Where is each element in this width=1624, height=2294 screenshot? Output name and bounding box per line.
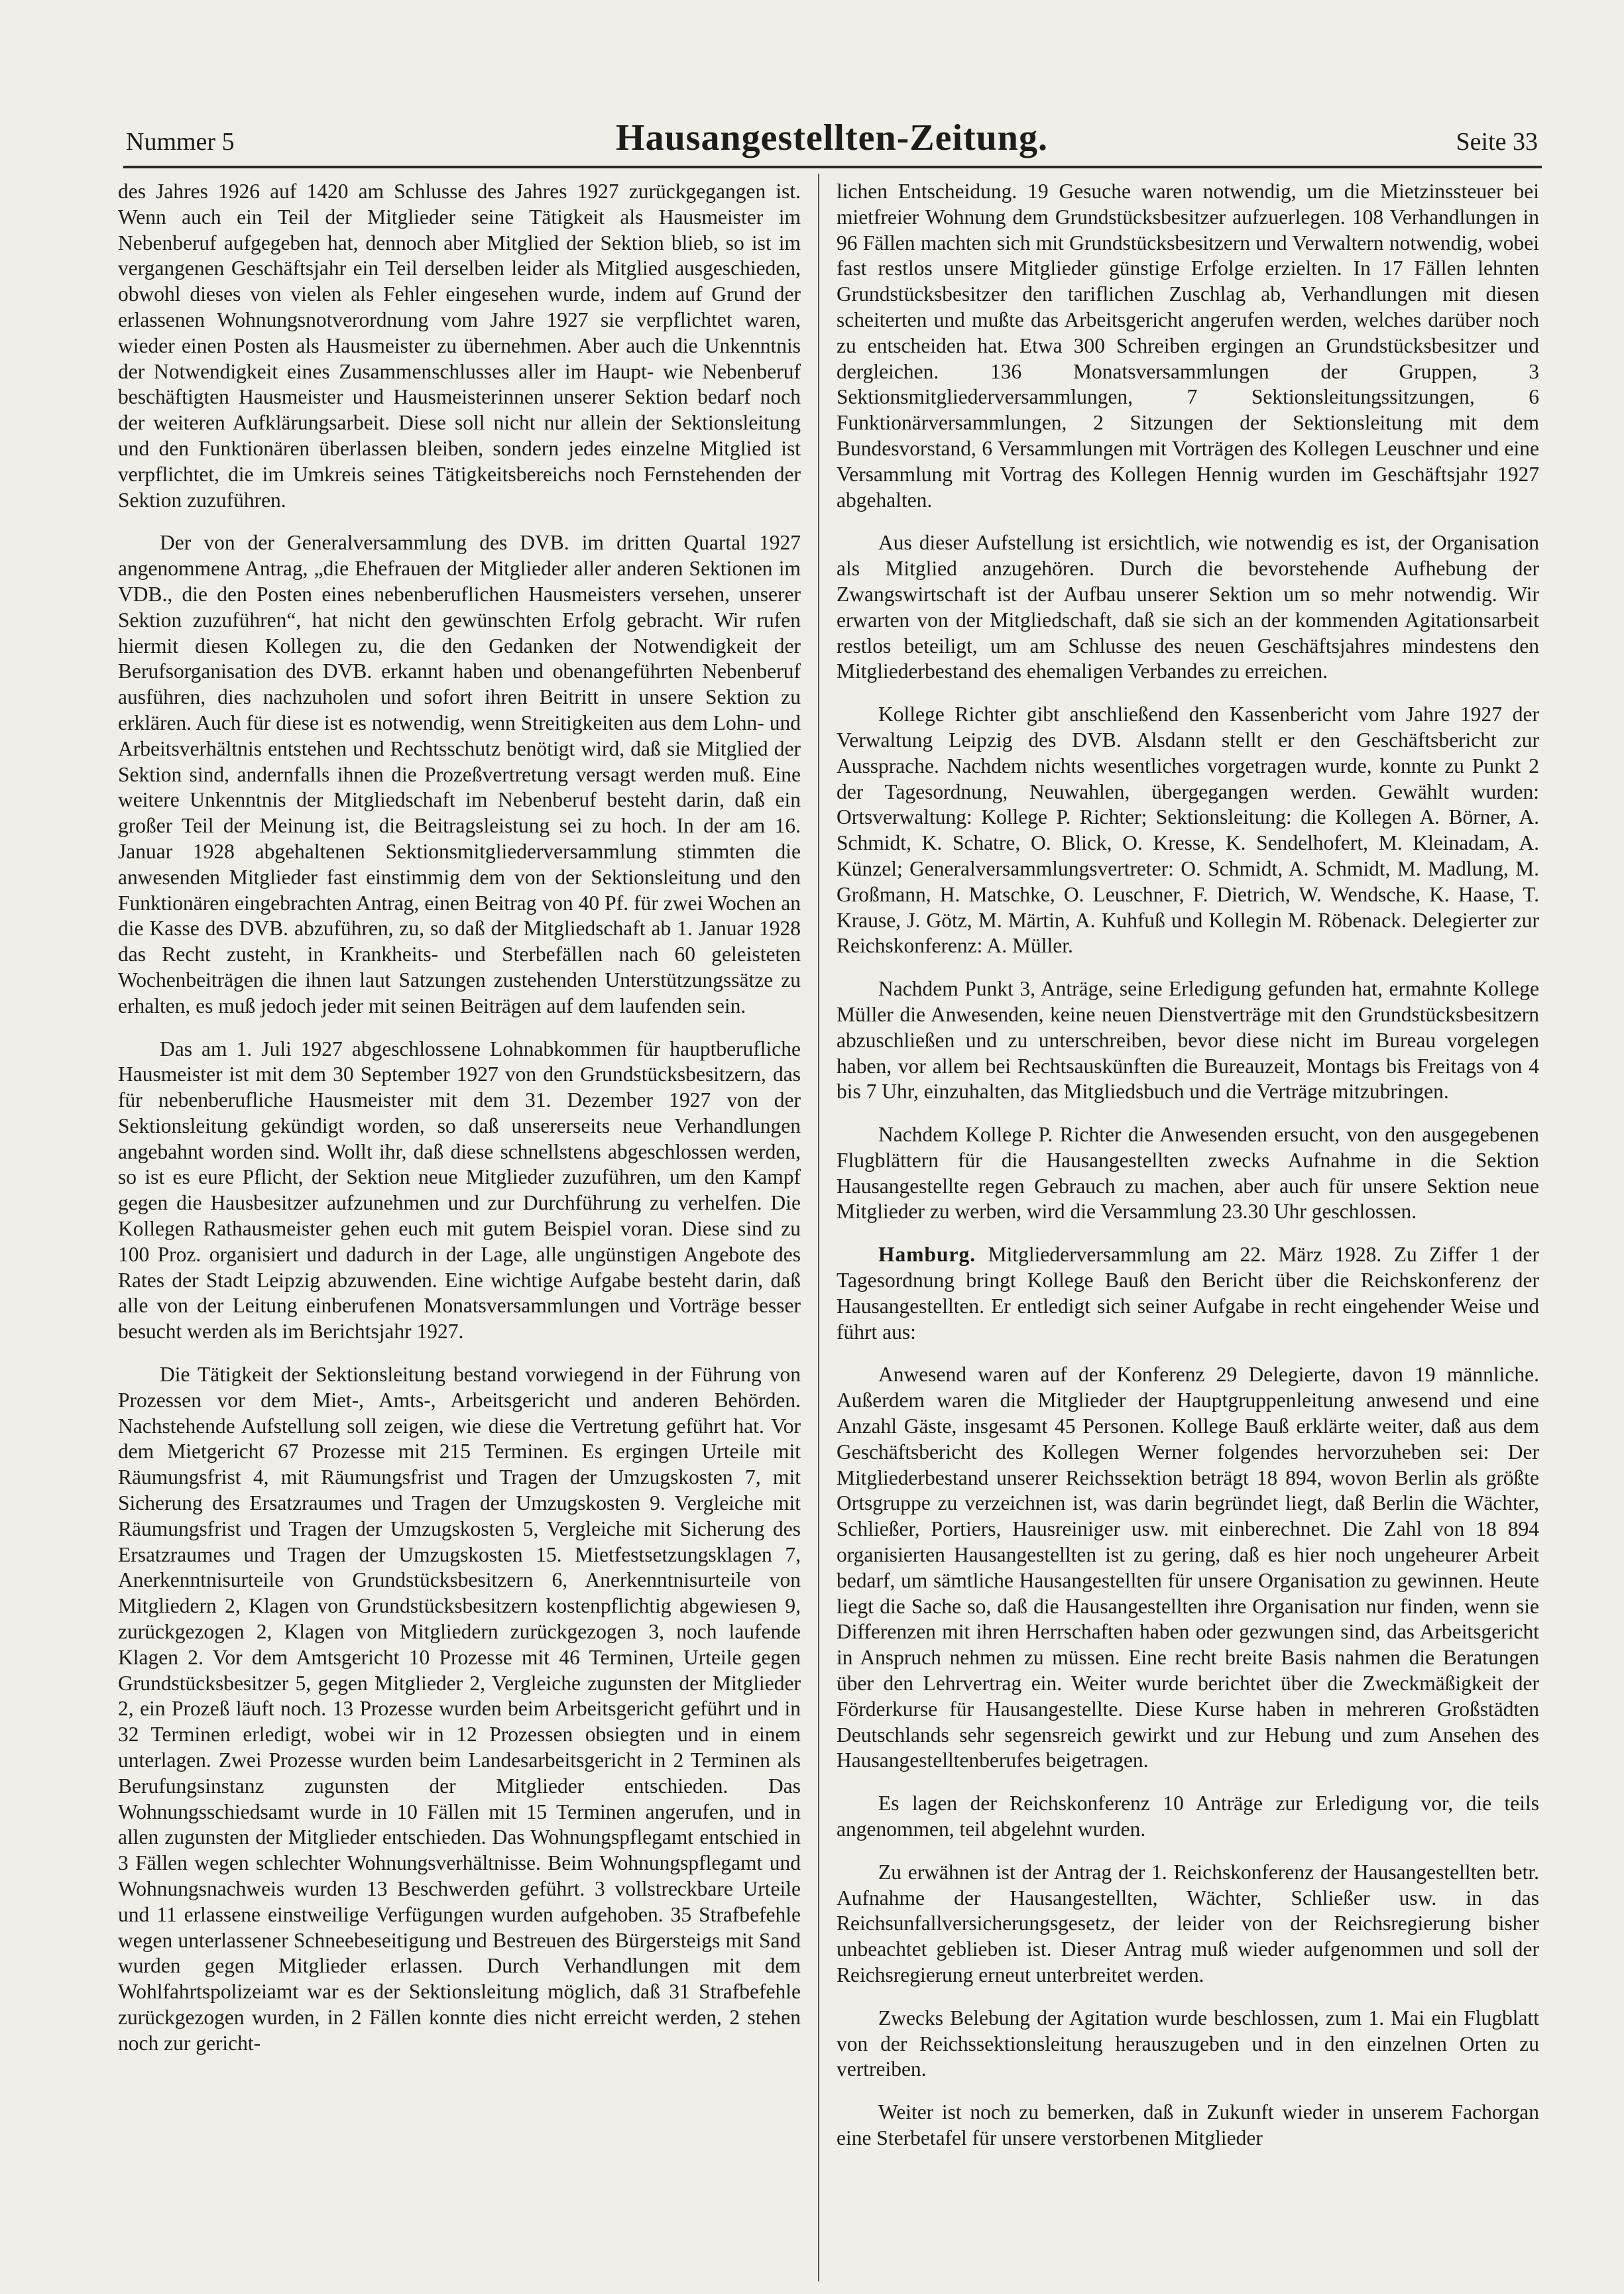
article-paragraph [837,1242,1539,1345]
article-text: Mitgliederversammlung am 22. März 1928. Zu Ziffer 1 der Tagesordnung bringt Kollege Bauß den Bericht über die Reichskonferenz der Hausangestellten. Er entledigt sich seiner Aufgabe in recht eingehender Weise und führt aus: [837,1243,1540,1344]
article-paragraph: Der von der Generalversammlung des DVB. im dritten Quartal 1927 angenommene Antrag, „die Ehefrauen der Mitglieder aller anderen Sektionen im VDB., die den Posten eines nebenberuflichen Hausmeisters versehen, unserer Sektion zuzuführen“, hat nicht den gewünschten Erfolg gebracht. Wir rufen hiermit diesen Kollegen zu, die den Gedanken der Notwendigkeit der Berufsorganisation des DVB. erkannt haben und obenangeführten Nebenberuf ausführen, dies nachzuholen und sofort ihren Beitritt in unsere Sektion zu erklären. Auch für diese ist es notwendig, wenn Streitigkeiten aus dem Lohn- und Arbeitsverhältnis entstehen und Rechtsschutz benötigt wird, daß sie Mitglied der Sektion sind, andernfalls ihnen die Prozeßvertretung versagt werden muß. Eine weitere Unkenntnis der Mitgliedschaft im Nebenberuf besteht darin, daß ein großer Teil der Meinung ist, die Beitragsleistung sei zu hoch. In der am 16. Januar 1928 abgehaltenen Sektionsmitgliederversammlung stimmten die anwesenden Mitglieder fast einstimmig dem von der Sektionsleitung und den Funktionären eingebrachten Antrag, einen Beitrag von 40 Pf. für zwei Wochen an die Kasse des DVB. abzuführen, zu, so daß der Mitgliedschaft ab 1. Januar 1928 das Recht zusteht, in Krankheits- und Sterbefällen nach 60 geleisteten Wochenbeiträgen die ihnen laut Satzungen zustehenden Unterstützungssätze zu erhalten, es muß jedoch jeder mit seinen Beiträgen auf dem laufenden sein. [118,531,801,1017]
header-rule [123,166,1542,168]
article-paragraph: Nachdem Kollege P. Richter die Anwesenden ersucht, von den ausgegebenen Flugblättern für die Hausangestellten zwecks Aufnahme in die Sektion Hausangestellte regen Gebrauch zu machen, aber auch für unsere Sektion neue Mitglieder zu werben, wird die Versammlung 23.30 Uhr geschlossen. [837,1123,1539,1224]
article-paragraph: lichen Entscheidung. 19 Gesuche waren notwendig, um die Mietzinssteuer bei mietfreier Wohnung dem Grundstücksbesitzer aufzuerlegen. 108 Verhandlungen in 96 Fällen machten sich mit Grundstücksbesitzern und Verwaltern notwendig, wobei fast restlos unsere Mitglieder günstige Erfolge erzielten. In 17 Fällen lehnten Grundstücksbesitzer den tariflichen Zuschlag ab, Verhandlungen mit diesen scheiterten und mußte das Arbeitsgericht angerufen werden, welches darüber noch zu entscheiden hat. Etwa 300 Schreiben ergingen an Grundstücksbesitzer und dergleichen. 136 Monatsversammlungen der Gruppen, 3 Sektionsmitgliederversammlungen, 7 Sektionsleitungssitzungen, 6 Funktionärversammlungen, 2 Sitzungen der Sektionsleitung mit dem Bundesvorstand, 6 Versammlungen mit Vorträgen des Kollegen Leuschner und eine Versammlung mit Vortrag des Kollegen Hennig wurden im Geschäftsjahr 1927 abgehalten. [837,180,1539,512]
issue-number: Nummer 5 [126,128,235,156]
left-column [118,179,801,2057]
article-paragraph: Das am 1. Juli 1927 abgeschlossene Lohnabkommen für hauptberufliche Hausmeister ist mit dem 30 September 1927 von den Grundstücksbesitzern, das für nebenberufliche Hausmeister mit dem 31. Dezember 1927 von der Sektionsleitung gekündigt worden, so daß unsererseits neue Verhandlungen angebahnt worden sind. Wollt ihr, daß diese schnellstens abgeschlossen werden, so ist es eure Pflicht, der Sektion neue Mitglieder zuzuführen, um den Kampf gegen die Hausbesitzer aufzunehmen und zur Durchführung zu verhelfen. Die Kollegen Rathausmeister gehen euch mit gutem Beispiel voran. Diese sind zu 100 Proz. organisiert und dadurch in der Lage, alle ungünstigen Angebote des Rates der Stadt Leipzig abzuwenden. Eine wichtige Aufgabe besteht darin, daß alle von der Leitung einberufenen Monatsversammlungen und Vorträge besser besucht werden als im Berichtsjahr 1927. [118,1037,801,1344]
article-paragraph: Aus dieser Aufstellung ist ersichtlich, wie notwendig es ist, der Organisation als Mitglied anzugehören. Durch die bevorstehende Aufhebung der Zwangswirtschaft ist der Aufbau unserer Sektion um so mehr notwendig. Wir erwarten von der Mitgliedschaft, daß sie sich an der kommenden Agitationsarbeit restlos beteiligt, um am Schlusse des neuen Geschäftsjahres mindestens den Mitgliederbestand des ehemaligen Verbandes zu erreichen. [837,531,1539,683]
right-column [837,179,1539,2151]
article-paragraph: Die Tätigkeit der Sektionsleitung bestand vorwiegend in der Führung von Prozessen vor dem Miet-, Amts-, Arbeitsgericht und anderen Behörden. Nachstehende Aufstellung soll zeigen, wie diese die Vertretung geführt hat. Vor dem Mietgericht 67 Prozesse mit 215 Terminen. Es ergingen Urteile mit Räumungsfrist 4, mit Räumungsfrist und Tragen der Umzugskosten 7, mit Sicherung des Ersatzraumes und Tragen der Umzugskosten 9. Vergleiche mit Räumungsfrist und Tragen der Umzugskosten 5, Vergleiche mit Sicherung des Ersatzraumes und Tragen der Umzugskosten 15. Mietfestsetzungsklagen 7, Anerkenntnisurteile von Grundstücksbesitzern 6, Anerkenntnisurteile von Mitgliedern 2, Klagen von Grundstücksbesitzern kostenpflichtig abgewiesen 9, zurückgezogen 2, Klagen von Mitgliedern zurückgezogen 3, noch laufende Klagen 2. Vor dem Amtsgericht 10 Prozesse mit 46 Terminen, Urteile gegen Grundstücksbesitzer 5, gegen Mitglieder 2, Vergleiche zugunsten der Mitglieder 2, ein Prozeß läuft noch. 13 Prozesse wurden beim Arbeitsgericht geführt und in 32 Terminen erledigt, wobei wir in 12 Prozessen obsiegten und in einem unterlagen. Zwei Prozesse wurden beim Landesarbeitsgericht in 2 Terminen als Berufungsinstanz zugunsten der Mitglieder entschieden. Das Wohnungsschiedsamt wurde in 10 Fällen mit 15 Terminen angerufen, und in allen zugunsten der Mitglieder entschieden. Das Wohnungspflegamt entschied in 3 Fällen wegen schlechter Wohnungsverhältnisse. Beim Wohnungspflegamt und Wohnungsnachweis wurden 13 Beschwerden geführt. 3 vollstreckbare Urteile und 11 erlassene einstweilige Verfügungen wurden aufgehoben. 35 Strafbefehle wegen unterlassener Schneebeseitigung und Bestreuen des Bürgersteigs mit Sand wurden gegen Mitglieder erlassen. Durch Verhandlungen mit dem Wohlfahrtspolizeiamt war es der Sektionsleitung möglich, daß 31 Strafbefehle zurückgezogen wurden, in 2 Fällen konnte dies nicht erreicht werden, 2 stehen noch zur gericht- [118,1363,801,2055]
article-paragraph: Nachdem Punkt 3, Anträge, seine Erledigung gefunden hat, ermahnte Kollege Müller die Anwesenden, keine neuen Dienstverträge mit den Grundstücksbesitzern abzuschließen und zu unterschreiben, bevor diese nicht im Bureau vorgelegen haben, vor allem bei Rechtsauskünften die Bureauzeit, Montags bis Freitags von 4 bis 7 Uhr, einzuhalten, das Mitgliedsbuch und die Verträge mitzubringen. [837,977,1539,1104]
article-paragraph: Zu erwähnen ist der Antrag der 1. Reichskonferenz der Hausangestellten betr. Aufnahme der Hausangestellten, Wächter, Schließer usw. in das Reichsunfallversicherungsgesetz, der leider von der Reichsregierung bisher unbeachtet geblieben ist. Dieser Antrag muß wieder aufgenommen und soll der Reichsregierung erneut unterbreitet werden. [837,1860,1539,1986]
article-paragraph: Zwecks Belebung der Agitation wurde beschlossen, zum 1. Mai ein Flugblatt von der Reichssektionsleitung herauszugeben und in den einzelnen Orten zu vertreiben. [837,2006,1539,2081]
article-paragraph: Weiter ist noch zu bemerken, daß in Zukunft wieder in unserem Fachorgan eine Sterbetafel für unsere verstorbenen Mitglieder [837,2100,1539,2150]
section-heading-hamburg: Hamburg. [878,1243,976,1267]
article-paragraph: Kollege Richter gibt anschließend den Kassenbericht vom Jahre 1927 der Verwaltung Leipzig des DVB. Alsdann stellt er den Geschäftsbericht zur Aussprache. Nachdem nichts wesentliches vorgetragen wurde, konnte zu Punkt 2 der Tagesordnung, Neuwahlen, übergegangen werden. Gewählt wurden: Ortsverwaltung: Kollege P. Richter; Sektionsleitung: die Kollegen A. Börner, A. Schmidt, K. Schatre, O. Blick, O. Kresse, K. Sendelhofert, M. Kleinadam, A. Künzel; Generalversammlungsvertreter: O. Schmidt, A. Schmidt, M. Madlung, M. Großmann, H. Matschke, O. Leuschner, F. Dietrich, W. Wendsche, K. Haase, T. Krause, J. Götz, M. Märtin, A. Kuhfuß und Kollegin M. Röbenack. Delegierter zur Reichskonferenz: A. Müller. [837,703,1539,958]
column-divider [818,174,819,2281]
page-number: Seite 33 [1456,128,1538,156]
article-paragraph: Es lagen der Reichskonferenz 10 Anträge zur Erledigung vor, die teils angenommen, teil abgelehnt wurden. [837,1792,1539,1841]
page-header [126,117,1538,159]
article-paragraph: des Jahres 1926 auf 1420 am Schlusse des Jahres 1927 zurückgegangen ist. Wenn auch ein Teil der Mitglieder seine Tätigkeit als Hausmeister im Nebenberuf aufgegeben hat, dennoch aber Mitglied der Sektion blieb, so ist im vergangenen Geschäftsjahr ein Teil derselben leider als Mitglied ausgeschieden, obwohl dieses von vielen als Fehler eingesehen wurde, indem auf Grund der erlassenen Wohnungsnotverordnung vom Jahre 1927 sie verpflichtet waren, wieder einen Posten als Hausmeister zu übernehmen. Aber auch die Unkenntnis der Notwendigkeit eines Zusammenschlusses aller im Haupt- wie Nebenberuf beschäftigten Hausmeister und Hausmeisterinnen unserer Sektion bedarf noch der weiteren Aufklärungsarbeit. Diese soll nicht nur allein der Sektionsleitung und den Funktionären überlassen bleiben, sondern jedes einzelne Mitglied ist verpflichtet, die im Umkreis seines Tätigkeitsbereichs noch Fernstehenden der Sektion zuzuführen. [118,180,801,512]
newspaper-title: Hausangestellten-Zeitung. [616,117,1048,158]
article-paragraph: Anwesend waren auf der Konferenz 29 Delegierte, davon 19 männliche. Außerdem waren die Mitglieder der Hauptgruppenleitung anwesend und eine Anzahl Gäste, insgesamt 45 Personen. Kollege Bauß erklärte weiter, daß aus dem Geschäftsbericht des Kollegen Werner folgendes hervorzuheben sei: Der Mitgliederbestand unserer Reichssektion beträgt 18 894, wovon Berlin als größte Ortsgruppe zu verzeichnen ist, was darin begründet liegt, daß Berlin die Wächter, Schließer, Portiers, Hausreiniger usw. mit einberechnet. Die Zahl von 18 894 organisierten Hausangestellten ist zu gering, daß es hier noch ungeheurer Arbeit bedarf, um sämtliche Hausangestellten für unsere Organisation zu gewinnen. Heute liegt die Sache so, daß die Hausangestellten ihre Organisation nur finden, wenn sie Differenzen mit ihren Herrschaften haben oder gezwungen sind, das Arbeitsgericht in Anspruch nehmen zu müssen. Eine recht breite Basis nahmen die Beratungen über den Lehrvertrag ein. Weiter wurde berichtet über die Zweckmäßigkeit der Förderkurse für Hausangestellte. Diese Kurse haben in mehreren Großstädten Deutschlands sehr segensreich gewirkt und zur Hebung und zum Ansehen des Hausangestelltenberufes beigetragen. [837,1363,1539,1772]
